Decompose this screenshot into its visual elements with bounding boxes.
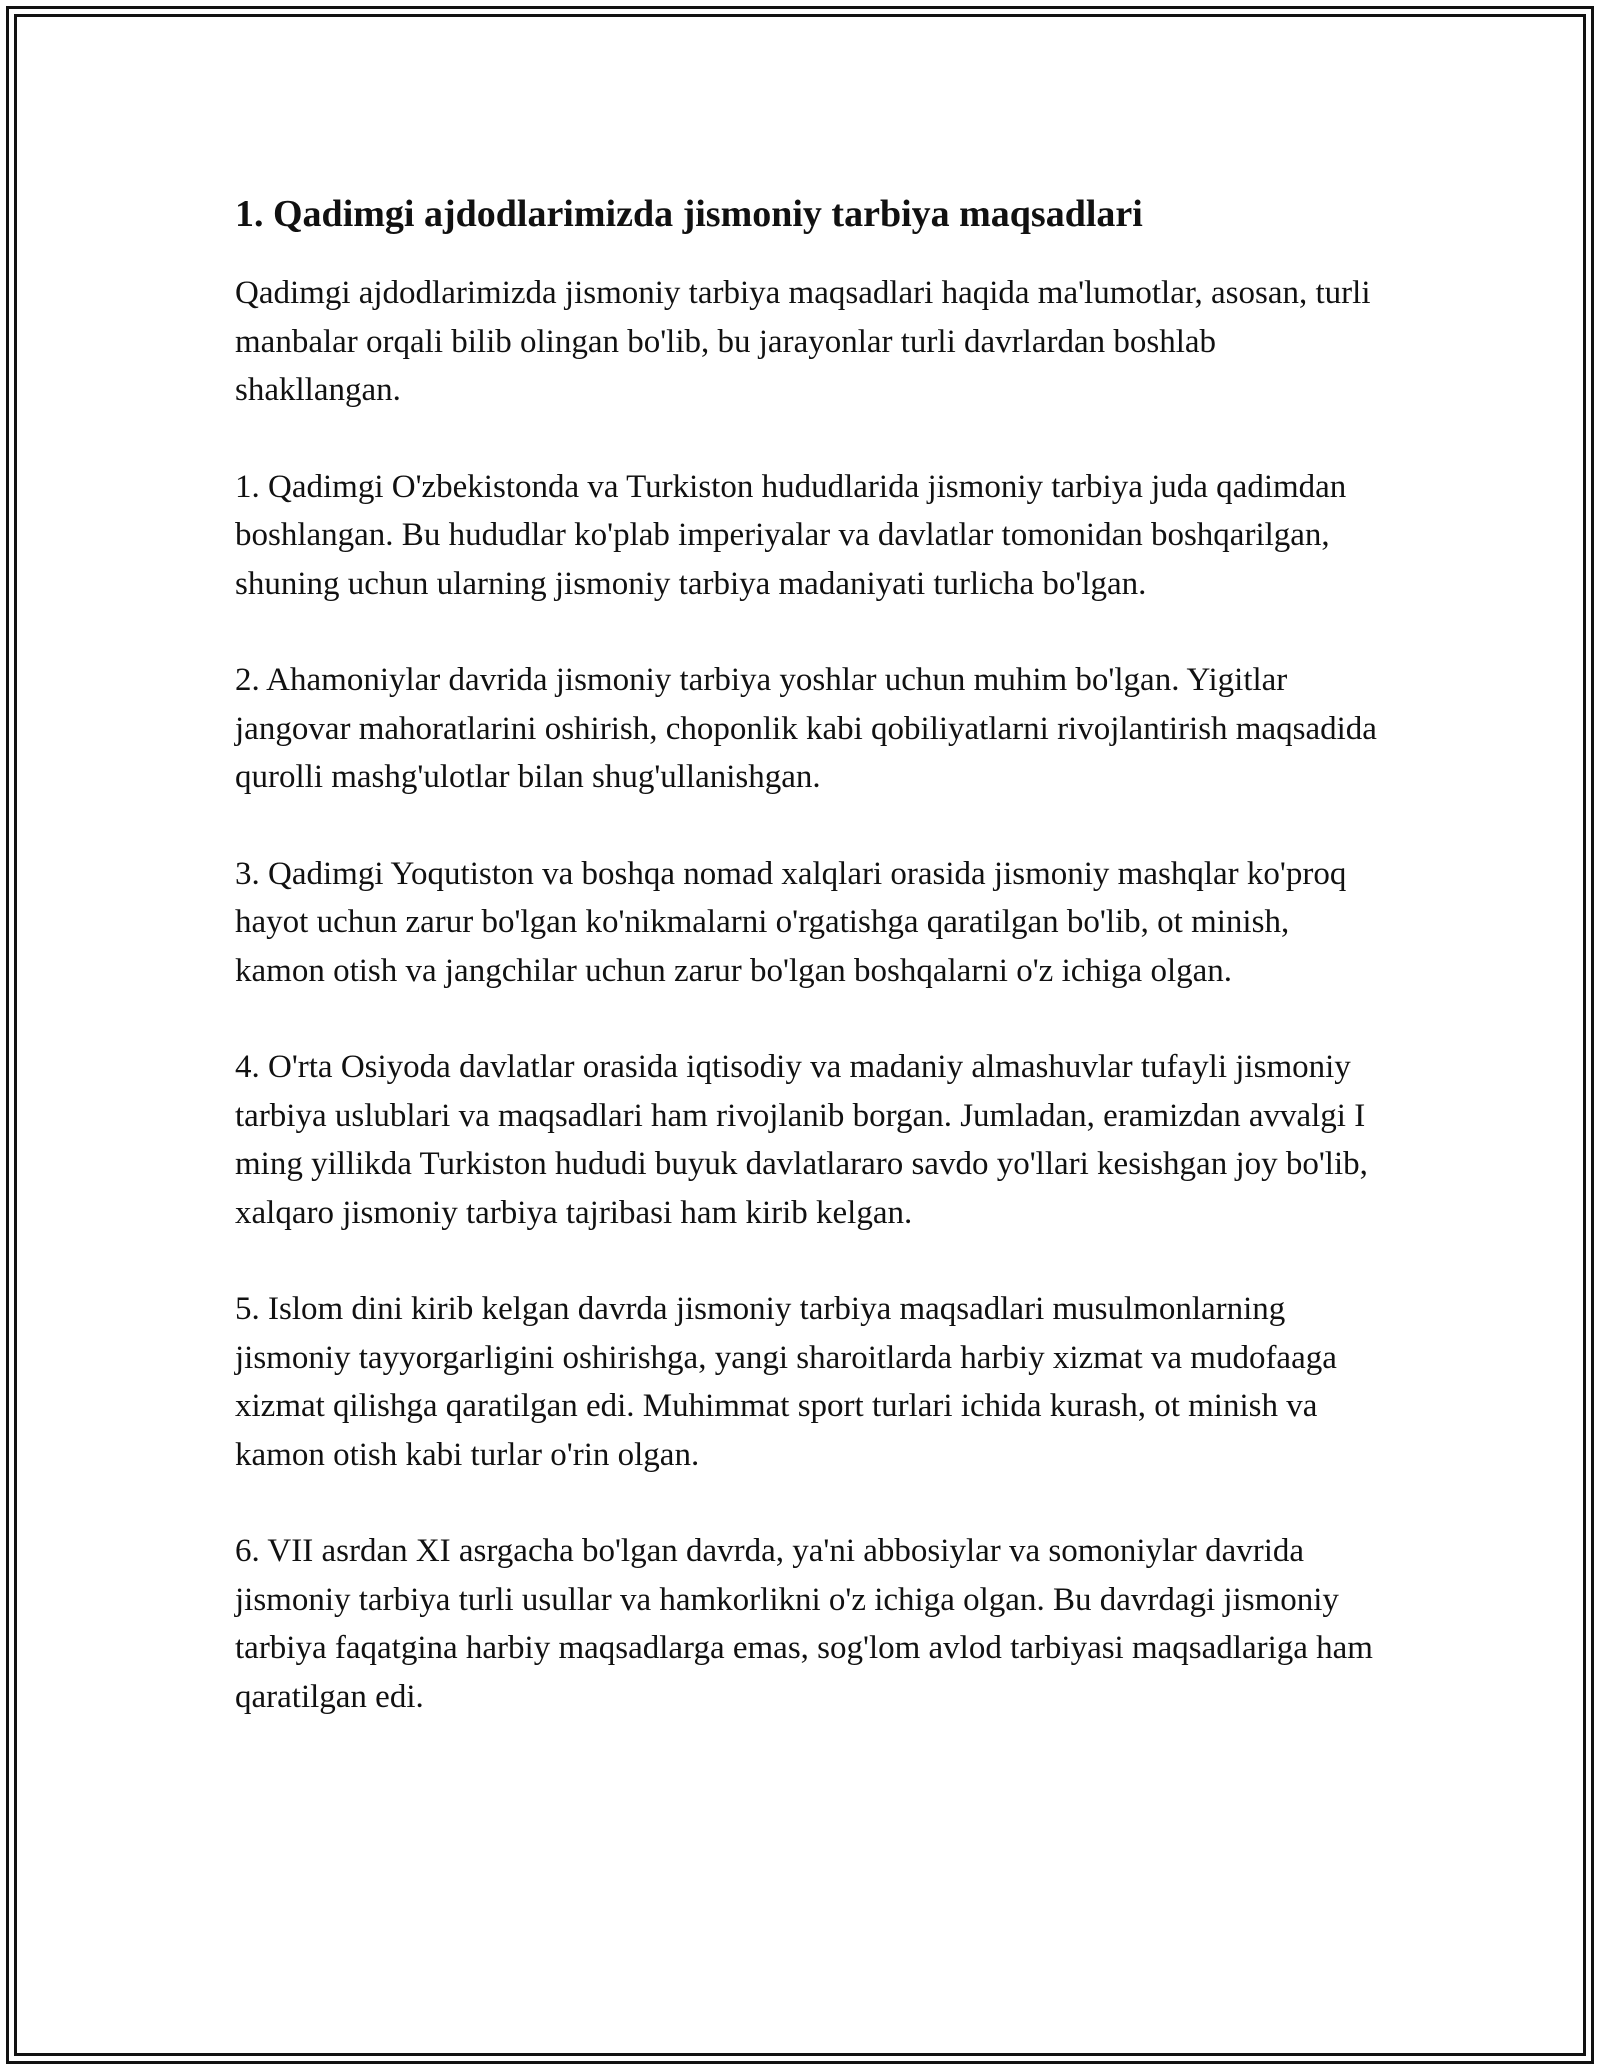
point-paragraph-1: 1. Qadimgi O'zbekistonda va Turkiston hududlarida jismoniy tarbiya juda qadimdan boshlangan. Bu hududlar ko'plab imperiyalar va davlatlar tomonidan boshqarilgan, shuning uchun ularning jismoniy tarbiya madaniyati turlicha bo'lgan. <box>235 468 1347 602</box>
document-body <box>235 185 1385 1769</box>
intro-paragraph: Qadimgi ajdodlarimizda jismoniy tarbiya maqsadlari haqida ma'lumotlar, asosan, turli manbalar orqali bilib olingan bo'lib, bu jarayonlar turli davrlardan boshlab shakllangan. <box>235 275 1371 408</box>
point-paragraph-2: 2. Ahamoniylar davrida jismoniy tarbiya yoshlar uchun muhim bo'lgan. Yigitlar jangovar mahoratlarini oshirish, choponlik kabi qobiliyatlarni rivojlantirish maqsadida qurolli mashg'ulotlar bilan shug'ullanishgan. <box>235 662 1377 795</box>
point-paragraph-5: 5. Islom dini kirib kelgan davrda jismoniy tarbiya maqsadlari musulmonlarning jismoniy tayyorgarligini oshirishga, yangi sharoitlarda harbiy xizmat va mudofaaga xizmat qilishga qaratilgan edi. Muhimmat sport turlari ichida kurash, ot minish va kamon otish kabi turlar o'rin olgan. <box>235 1291 1337 1473</box>
document-title: 1. Qadimgi ajdodlarimizda jismoniy tarbiya maqsadlari <box>235 193 1143 235</box>
point-paragraph-6: 6. VII asrdan XI asrgacha bo'lgan davrda, ya'ni abbosiylar va somoniylar davrida jismoniy tarbiya turli usullar va hamkorlikni o'z ichiga olgan. Bu davrdagi jismoniy tarbiya faqatgina harbiy maqsadlarga emas, sog'lom avlod tarbiyasi maqsadlariga ham qaratilgan edi. <box>235 1533 1373 1715</box>
point-paragraph-4: 4. O'rta Osiyoda davlatlar orasida iqtisodiy va madaniy almashuvlar tufayli jismoniy tarbiya uslublari va maqsadlari ham rivojlanib borgan. Jumladan, eramizdan avvalgi I ming yillikda Turkiston hududi buyuk davlatlararo savdo yo'llari kesishgan joy bo'lib, xalqaro jismoniy tarbiya tajribasi ham kirib kelgan. <box>235 1049 1368 1231</box>
point-paragraph-3: 3. Qadimgi Yoqutiston va boshqa nomad xalqlari orasida jismoniy mashqlar ko'proq hayot uchun zarur bo'lgan ko'nikmalarni o'rgatishga qaratilgan bo'lib, ot minish, kamon otish va jangchilar uchun zarur bo'lgan boshqalarni o'z ichiga olgan. <box>235 855 1347 989</box>
